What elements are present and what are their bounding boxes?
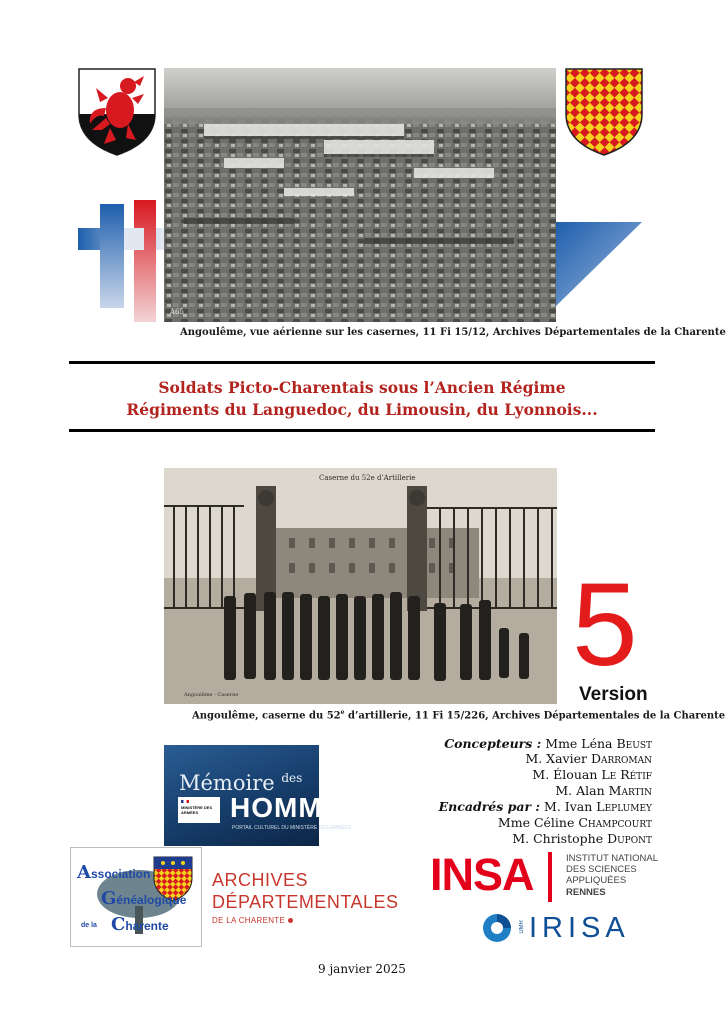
agc-w4-cap: C — [111, 914, 126, 935]
insa-sub-1: INSTITUT NATIONAL — [566, 853, 659, 864]
postcard-sign: Caserne du 52e d’Artillerie — [319, 474, 416, 482]
encadre-1-prefix: M. Ivan — [544, 799, 593, 814]
agc-w1-cap: A — [77, 862, 91, 883]
concepteur-row-2 — [525, 751, 652, 766]
adc-line2: DÉPARTEMENTALES — [212, 892, 399, 912]
agc-word-2 — [101, 888, 186, 909]
encadre-1-surname: Leplumey — [596, 799, 652, 814]
encadres-label: Encadrés par : — [438, 799, 541, 814]
concepteurs-label: Concepteurs : — [444, 736, 542, 751]
irisa-logo — [481, 910, 651, 948]
concepteur-3-prefix: M. Élouan — [532, 767, 598, 782]
mdh-tagline: PORTAIL CULTUREL DU MINISTÈRE DES ARMÉES — [232, 825, 352, 831]
insa-word: INSA — [430, 849, 534, 900]
adc-line3: DE LA CHARENTE — [212, 916, 286, 925]
concepteur-row-3 — [532, 767, 652, 782]
photo2-caption — [192, 709, 725, 721]
coat-of-arms-checky — [565, 68, 643, 156]
concepteur-4-prefix: M. Alan — [555, 783, 605, 798]
adc-line3-wrap — [212, 916, 293, 925]
encadre-row-1 — [439, 799, 652, 814]
mdh-line1-small: des — [281, 771, 303, 785]
aerial-photo-barracks — [164, 68, 556, 322]
credits-block — [400, 736, 652, 848]
postcard-stamp: Angoulême - Caserne — [184, 692, 239, 698]
agc-word-1 — [77, 862, 150, 883]
title-rule-bottom — [69, 429, 655, 432]
concepteur-1-surname: Beust — [616, 736, 652, 751]
concepteur-2-surname: Darroman — [590, 751, 652, 766]
title-line-2: Régiments du Languedoc, du Limousin, du Lyonnois... — [126, 400, 598, 419]
concepteur-2-prefix: M. Xavier — [525, 751, 587, 766]
encadre-2-surname: Champcourt — [578, 815, 652, 830]
dot-icon — [288, 918, 293, 923]
encadre-row-2 — [498, 815, 652, 830]
title-line-1: Soldats Picto-Charentais sous l’Ancien Régime — [158, 378, 566, 397]
decorative-bars — [78, 198, 164, 324]
insa-sub-3: APPLIQUÉES — [566, 875, 627, 886]
irisa-swirl-icon — [481, 912, 513, 944]
memoire-des-hommes-logo — [164, 745, 362, 846]
ministere-armees-badge — [178, 797, 220, 823]
mdh-line1-text: Mémoire — [179, 771, 275, 795]
association-genealogique-logo — [70, 847, 202, 947]
concepteur-1-prefix: Mme Léna — [545, 736, 613, 751]
version-label: Version — [579, 684, 648, 705]
photo1-caption: Angoulême, vue aérienne sur les casernes, 11 Fi 15/12, Archives Départementales de la Charente — [180, 327, 726, 338]
adc-line1: ARCHIVES — [212, 870, 309, 890]
concepteur-row-1 — [444, 736, 652, 751]
agc-word-4 — [111, 914, 169, 935]
photo2-caption-pre: Angoulême, caserne du 52 — [192, 710, 341, 722]
tricolor-flag-icon — [181, 800, 189, 803]
mdh-line2: HOMMES — [230, 792, 362, 823]
decorative-triangle — [556, 222, 642, 306]
insa-sub-2: DES SCIENCES — [566, 864, 637, 875]
mdh-badge-text: MINISTÈRE DES ARMÉES — [181, 805, 213, 815]
agc-w2: énéalogique — [116, 893, 187, 907]
insa-divider — [548, 852, 552, 902]
document-date: 9 janvier 2025 — [318, 962, 406, 976]
photo2-caption-sup: e — [340, 709, 345, 716]
photo2-caption-post: d’artillerie, 11 Fi 15/226, Archives Départementales de la Charente — [344, 710, 726, 722]
concepteur-3-surname: Le Rétif — [601, 767, 652, 782]
photo1-corner-mark: A65 — [170, 308, 184, 316]
concepteur-row-4 — [555, 783, 652, 798]
agc-w3: de la — [81, 922, 97, 929]
irisa-word: IRISA — [529, 912, 630, 944]
agc-w2-cap: G — [101, 888, 117, 909]
encadre-3-surname: Dupont — [607, 831, 652, 846]
title-rule-top — [69, 361, 655, 364]
encadre-2-prefix: Mme Céline — [497, 815, 575, 830]
encadre-3-prefix: M. Christophe — [512, 831, 604, 846]
insa-city: RENNES — [566, 887, 606, 898]
barracks-postcard-photo — [164, 468, 557, 704]
concepteur-4-surname: Martin — [608, 783, 652, 798]
encadre-row-3 — [512, 831, 652, 846]
version-number: 5 — [572, 559, 638, 691]
coat-of-arms-lion — [78, 68, 156, 156]
archives-departementales-logo — [212, 870, 399, 930]
insa-rennes-logo — [430, 849, 659, 906]
irisa-umr: UMR — [519, 920, 525, 934]
agc-w1: ssociation — [90, 867, 151, 881]
agc-w4: harente — [125, 919, 169, 933]
